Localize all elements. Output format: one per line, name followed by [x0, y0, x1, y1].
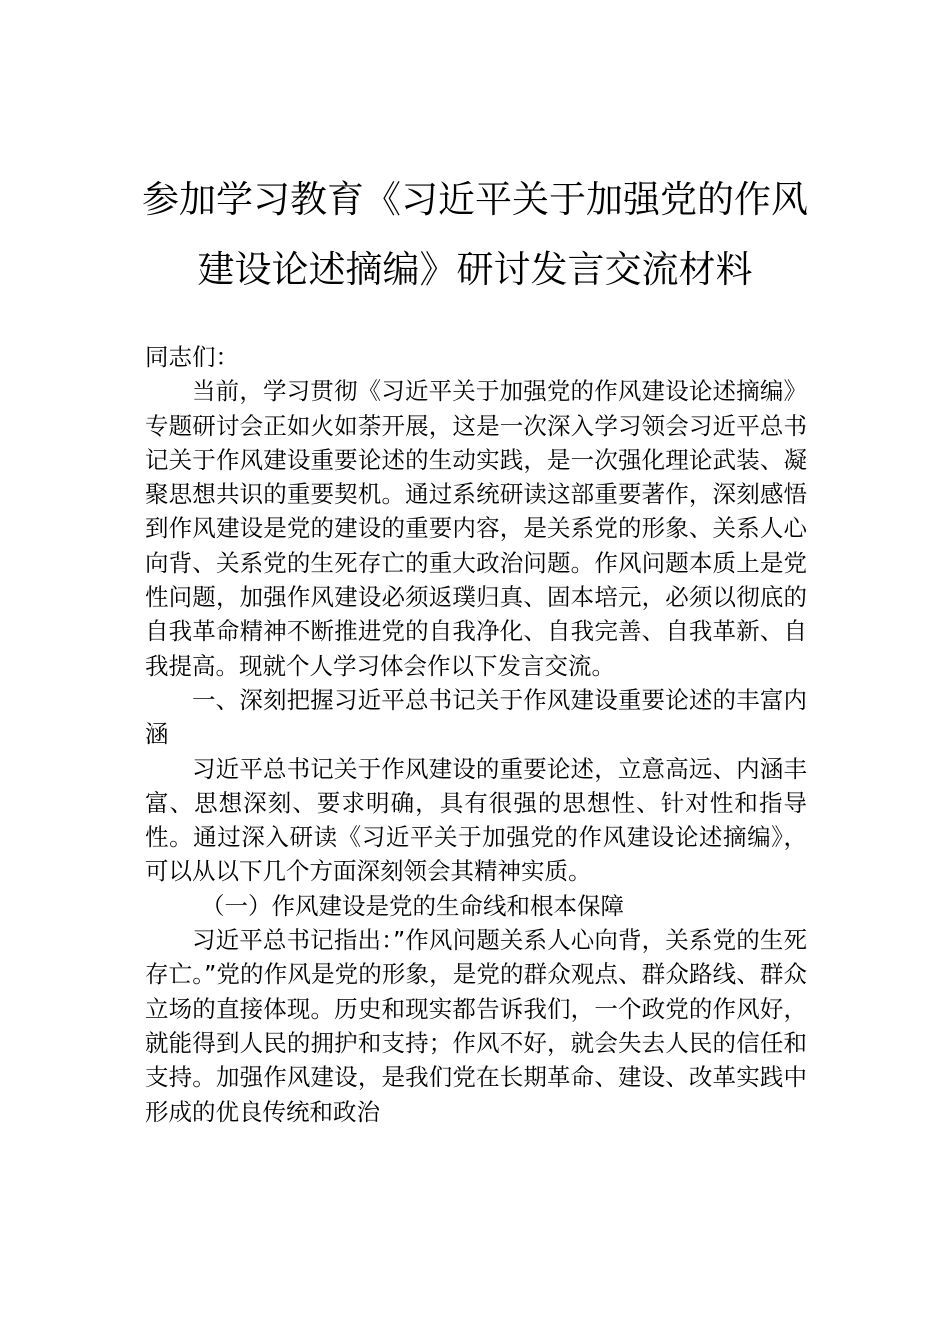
- sub-heading-1: （一）作风建设是党的生命线和根本保障: [201, 891, 624, 920]
- document-title-line-2: 建设论述摘编》研讨发言交流材料: [197, 248, 753, 291]
- paragraph-sub-1: 习近平总书记指出：”作风问题关系人心向背，关系党的生死存亡。”党的作风是党的形象，是党的群众观点、群众路线、群众立场的直接体现。历史和现实都告诉我们，一个政党的作风好，就能得到人民的拥护和支持；作风不好，就会失去人民的信任和支持。加强作风建设，是我们党在长期革命、建设、改革实践中形成的优良传统和政治: [145, 926, 807, 1126]
- document-title-line-1: 参加学习教育《习近平关于加强党的作风: [142, 178, 808, 221]
- section-heading-1: 一、深刻把握习近平总书记关于作风建设重要论述的丰富内涵: [145, 685, 807, 749]
- paragraph-section-1: 习近平总书记关于作风建设的重要论述，立意高远、内涵丰富、思想深刻、要求明确，具有很强的思想性、针对性和指导性。通过深入研读《习近平关于加强党的作风建设论述摘编》，可以从以下几个方面深刻领会其精神实质。: [145, 754, 807, 886]
- paragraph-intro: 当前，学习贯彻《习近平关于加强党的作风建设论述摘编》专题研讨会正如火如荼开展，这是一次深入学习领会习近平总书记关于作风建设重要论述的生动实践，是一次强化理论武装、凝聚思想共识的重要契机。通过系统研读这部重要著作，深刻感悟到作风建设是党的建设的重要内容，是关系党的形象、关系人心向背、关系党的生死存亡的重大政治问题。作风问题本质上是党性问题，加强作风建设必须返璞归真、固本培元，必须以彻底的自我革命精神不断推进党的自我净化、自我完善、自我革新、自我提高。现就个人学习体会作以下发言交流。: [145, 377, 807, 680]
- document-body: [145, 340, 807, 1129]
- salutation: 同志们：: [145, 343, 239, 371]
